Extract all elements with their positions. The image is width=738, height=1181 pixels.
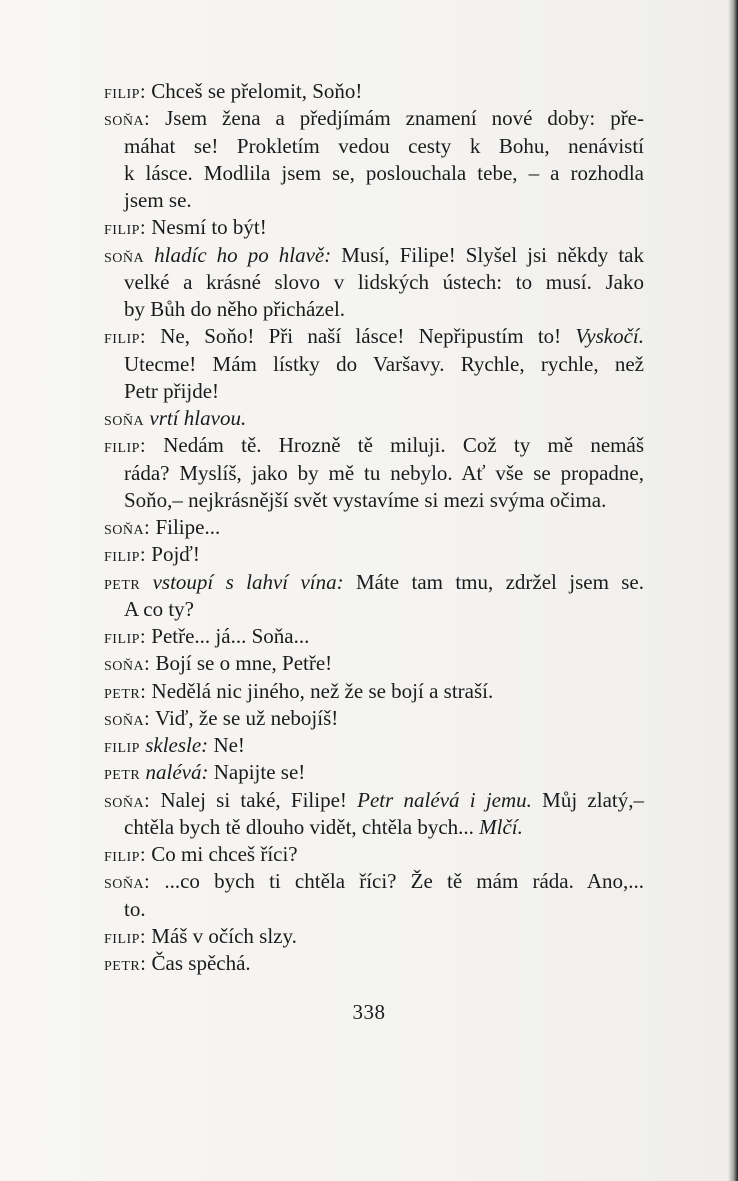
stage-direction: vrtí hlavou. — [149, 406, 247, 430]
dialogue-line — [104, 541, 644, 568]
line-text: Petr přijde! — [124, 378, 220, 403]
speaker-label: soňa — [104, 244, 145, 267]
dialogue-continuation — [104, 296, 644, 323]
speaker-label: soňa: — [104, 653, 151, 676]
stage-direction: Vyskočí. — [575, 324, 645, 349]
line-text: ...co bych ti chtěla říci? Že tě mám ráda. Ano,... — [164, 869, 645, 894]
dialogue-continuation — [104, 487, 644, 514]
play-text — [104, 78, 644, 977]
speaker-label: filip: — [104, 626, 147, 648]
speaker-label: soňa: — [104, 108, 151, 131]
dialogue-line — [104, 105, 644, 132]
line-text: Máš v očích slzy. — [151, 923, 297, 948]
line-text: Ne! — [213, 733, 245, 757]
speaker-label: soňa: — [104, 517, 151, 539]
line-text: Máte tam tmu, zdržel jsem se. — [355, 569, 644, 594]
dialogue-continuation — [104, 160, 644, 187]
line-text: Co mi chceš říci? — [151, 842, 298, 866]
speaker-label: soňa: — [104, 789, 151, 812]
dialogue-continuation — [104, 460, 644, 487]
stage-direction: hladíc ho po hlavě: — [154, 242, 332, 267]
dialogue-continuation — [104, 187, 644, 214]
line-text: Petře... já... Soňa... — [151, 624, 310, 648]
line-text: Jsem žena a předjímám znamení nové doby: pře- — [165, 106, 644, 131]
line-text: Nalej si také, Filipe! — [160, 787, 347, 812]
dialogue-line — [104, 78, 644, 105]
speaker-label: filip: — [104, 81, 147, 103]
speaker-label: filip: — [104, 326, 147, 349]
line-text: Ne, Soňo! Při naší lásce! Nepřipustím to! — [160, 324, 562, 349]
speaker-label: soňa: — [104, 871, 151, 894]
dialogue-continuation — [104, 133, 644, 160]
dialogue-line — [104, 432, 644, 459]
page-number: 338 — [352, 1000, 386, 1024]
dialogue-continuation — [104, 814, 644, 841]
dialogue-line — [104, 705, 644, 732]
line-text: Bojí se o mne, Petře! — [155, 651, 333, 676]
speaker-label: filip — [104, 735, 140, 757]
dialogue-line — [104, 868, 644, 895]
line-text: Čas spěchá. — [151, 951, 251, 975]
dialogue-line — [104, 950, 644, 977]
dialogue-line — [104, 650, 644, 677]
speaker-label: petr — [104, 762, 141, 785]
line-text: chtěla bych tě dlouho vidět, chtěla bych... — [124, 814, 474, 839]
line-text: Nedělá nic jiného, než že se bojí a straší. — [151, 678, 494, 703]
dialogue-line — [104, 214, 644, 241]
line-text: A co ty? — [124, 596, 194, 621]
dialogue-continuation — [104, 896, 644, 923]
speaker-label: filip: — [104, 217, 147, 240]
line-text: Nedám tě. Hrozně tě miluji. Což ty mě nemáš — [163, 433, 645, 458]
line-text: Chceš se přelomit, Soňo! — [151, 79, 363, 103]
dialogue-line — [104, 514, 644, 541]
speaker-label: filip: — [104, 844, 147, 866]
dialogue-line — [104, 623, 644, 650]
stage-direction: nalévá: — [145, 760, 209, 785]
dialogue-line — [104, 787, 644, 814]
line-text: Můj zlatý,– — [542, 787, 644, 812]
line-text: Filipe... — [155, 515, 221, 539]
line-text: Musí, Filipe! Slyšel jsi někdy tak — [341, 242, 644, 267]
speaker-label: filip: — [104, 435, 147, 458]
speaker-label: filip: — [104, 925, 147, 948]
speaker-label: soňa: — [104, 707, 151, 730]
dialogue-line — [104, 732, 644, 759]
line-text: Pojď! — [151, 542, 200, 567]
dialogue-continuation — [104, 269, 644, 296]
dialogue-line — [104, 678, 644, 705]
line-text: máhat se! Prokletím vedou cesty k Bohu, nenávistí — [124, 133, 644, 158]
dialogue-continuation — [104, 596, 644, 623]
line-text: Nesmí to být! — [151, 215, 267, 240]
dialogue-line — [104, 323, 644, 350]
speaker-label: filip: — [104, 544, 147, 567]
line-text: by Bůh do něho přicházel. — [124, 297, 346, 321]
dialogue-line — [104, 923, 644, 950]
dialogue-line — [104, 569, 644, 596]
line-text: ráda? Myslíš, jako by mě tu nebylo. Ať vše se propadne, — [124, 460, 644, 485]
line-text: Soňo,– nejkrásnější svět vystavíme si mezi svýma očima. — [124, 487, 607, 512]
dialogue-line — [104, 242, 644, 269]
dialogue-line — [104, 759, 644, 786]
dialogue-continuation — [104, 351, 644, 378]
speaker-label: petr: — [104, 953, 147, 975]
line-text: k lásce. Modlila jsem se, poslouchala tebe, – a rozhodla — [124, 160, 644, 185]
line-text: Viď, že se už nebojíš! — [155, 705, 339, 730]
stage-direction: Petr nalévá i jemu. — [357, 787, 532, 812]
stage-direction: sklesle: — [145, 733, 209, 757]
speaker-label: petr — [104, 571, 141, 594]
line-text: Napijte se! — [213, 760, 306, 785]
line-text: Utecme! Mám lístky do Varšavy. Rychle, rychle, než — [124, 351, 644, 376]
speaker-label: soňa — [104, 408, 145, 430]
dialogue-continuation — [104, 378, 644, 405]
stage-direction: vstoupí s lahví vína: — [152, 569, 344, 594]
line-text: jsem se. — [124, 188, 192, 212]
line-text: to. — [124, 896, 146, 921]
dialogue-line — [104, 405, 644, 432]
stage-direction: Mlčí. — [479, 814, 523, 839]
dialogue-line — [104, 841, 644, 868]
speaker-label: petr: — [104, 680, 147, 703]
line-text: velké a krásné slovo v lidských ústech: to musí. Jako — [124, 269, 644, 294]
